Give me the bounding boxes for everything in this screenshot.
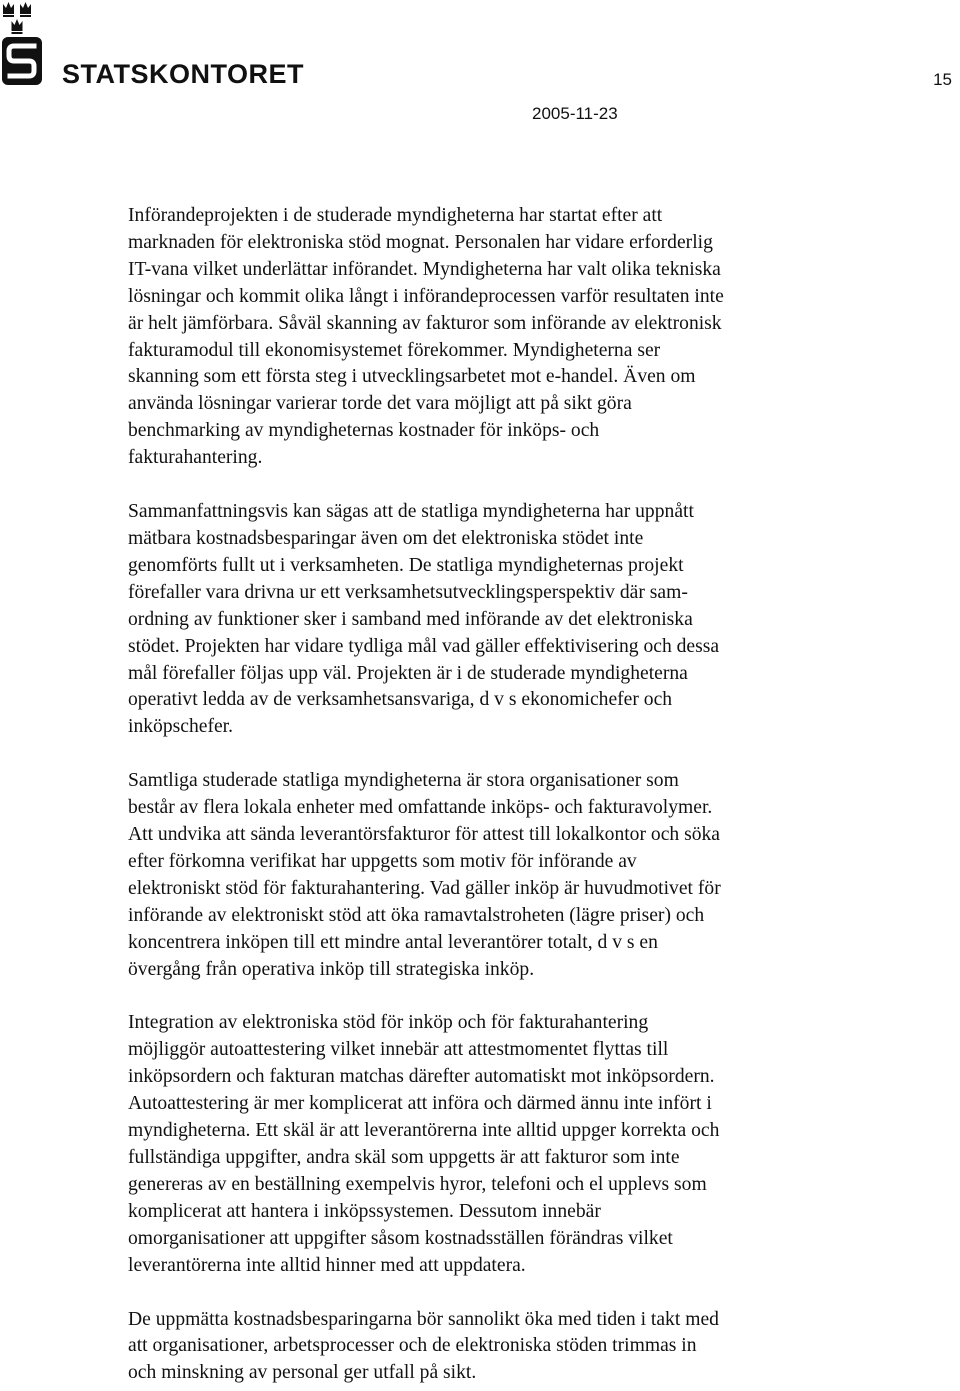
text-line: De uppmätta kostnadsbesparingarna bör sannolikt öka med tiden i takt med (128, 1308, 719, 1330)
text-line: fakturahantering. (128, 447, 263, 469)
text-line: efter förkomna verifikat har uppgetts som motiv för införande av (128, 850, 637, 872)
text-line: myndigheterna. Ett skäl är att leverantörerna inte alltid uppger korrekta och (128, 1120, 720, 1142)
text-line: att organisationer, arbetsprocesser och de elektroniska stöden trimmas in (128, 1335, 697, 1357)
paragraph (128, 203, 848, 472)
text-line: fullständiga uppgifter, andra skäl som uppgetts är att fakturor som inte (128, 1147, 680, 1168)
text-line: och minskning av personal ger utfall på sikt. (128, 1362, 477, 1384)
text-line: komplicerat att hantera i inköpssystemen. Dessutom innebär (128, 1200, 601, 1222)
text-line: lösningar och kommit olika långt i införandeprocessen varför resultaten inte (128, 285, 724, 307)
text-line: Införandeprojekten i de studerade myndigheterna har startat efter att (128, 205, 663, 226)
text-line: införande av elektroniskt stöd att öka ramavtalstroheten (lägre priser) och (128, 904, 705, 926)
text-line: marknaden för elektroniska stöd mognat. Personalen har vidare erforderlig (128, 231, 713, 253)
text-line: Att undvika att sända leverantörsfakturor för attest till lokalkontor och söka (128, 824, 721, 846)
text-line: är helt jämförbara. Såväl skanning av fakturor som införande av elektronisk (128, 312, 722, 334)
text-line: koncentrera inköpen till ett mindre antal leverantörer totalt, d v s en (128, 931, 658, 953)
text-line: ordning av funktioner sker i samband med införande av det elektroniska (128, 608, 693, 630)
text-line: inköpschefer. (128, 716, 234, 738)
three-crowns-icon (3, 2, 31, 34)
text-line: stödet. Projekten har vidare tydliga mål vad gäller effektivisering och dessa (128, 635, 720, 657)
text-line: genereras av en beställning exempelvis hyror, telefoni och el upplevs som (128, 1173, 707, 1195)
text-line: omorganisationer att uppgifter såsom kostnadsställen förändras vilket (128, 1227, 673, 1249)
text-line: operativt ledda av de verksamhetsansvariga, d v s ekonomichefer och (128, 689, 673, 711)
text-line: mål förefaller följas upp väl. Projekten är i de studerade myndigheterna (128, 662, 688, 684)
document-date: 2005-11-23 (532, 104, 618, 123)
paragraph (128, 768, 848, 983)
text-line: övergång från operativa inköp till strategiska inköp. (128, 958, 535, 980)
text-line: Integration av elektroniska stöd för inköp och för fakturahantering (128, 1012, 649, 1034)
text-line: mätbara kostnadsbesparingar även om det elektroniska stödet inte (128, 527, 644, 549)
text-line: IT-vana vilket underlättar införandet. Myndigheterna har valt olika tekniska (128, 258, 721, 280)
brand-wordmark: STATSKONTORET (62, 59, 304, 89)
text-line: fakturamodul till ekonomisystemet förekommer. Myndigheterna ser (128, 339, 661, 361)
paragraph (128, 1010, 848, 1279)
text-line: Sammanfattningsvis kan sägas att de statliga myndigheterna har uppnått (128, 501, 694, 523)
text-line: möjliggör autoattestering vilket innebär att attestmomentet flyttas till (128, 1039, 669, 1061)
text-line: benchmarking av myndigheternas kostnader för inköps- och (128, 420, 600, 442)
page-number: 15 (933, 70, 952, 89)
text-line: elektroniskt stöd för fakturahantering. Vad gäller inköp är huvudmotivet för (128, 877, 721, 899)
text-line: består av flera lokala enheter med omfattande inköps- och fakturavolymer. (128, 797, 713, 819)
paragraph (128, 1307, 848, 1388)
statskontoret-logo (0, 0, 304, 95)
text-line: använda lösningar varierar torde det vara möjligt att på sikt göra (128, 393, 632, 415)
text-line: skanning som ett första steg i utvecklingsarbetet mot e-handel. Även om (128, 366, 696, 388)
text-line: leverantörerna inte alltid hinner med att uppdatera. (128, 1254, 526, 1276)
text-line: Samtliga studerade statliga myndigheterna är stora organisationer som (128, 770, 679, 792)
paragraph (128, 499, 848, 741)
text-line: genomförts fullt ut i verksamheten. De statliga myndigheternas projekt (128, 554, 684, 576)
text-line: förefaller vara drivna ur ett verksamhetsutvecklingsperspektiv där sam- (128, 581, 688, 603)
s-monogram-icon (2, 37, 42, 85)
text-line: Autoattestering är mer komplicerat att införa och därmed ännu inte infört i (128, 1093, 712, 1115)
document-body (128, 203, 848, 1387)
text-line: inköpsordern och fakturan matchas därefter automatiskt mot inköpsordern. (128, 1066, 715, 1088)
